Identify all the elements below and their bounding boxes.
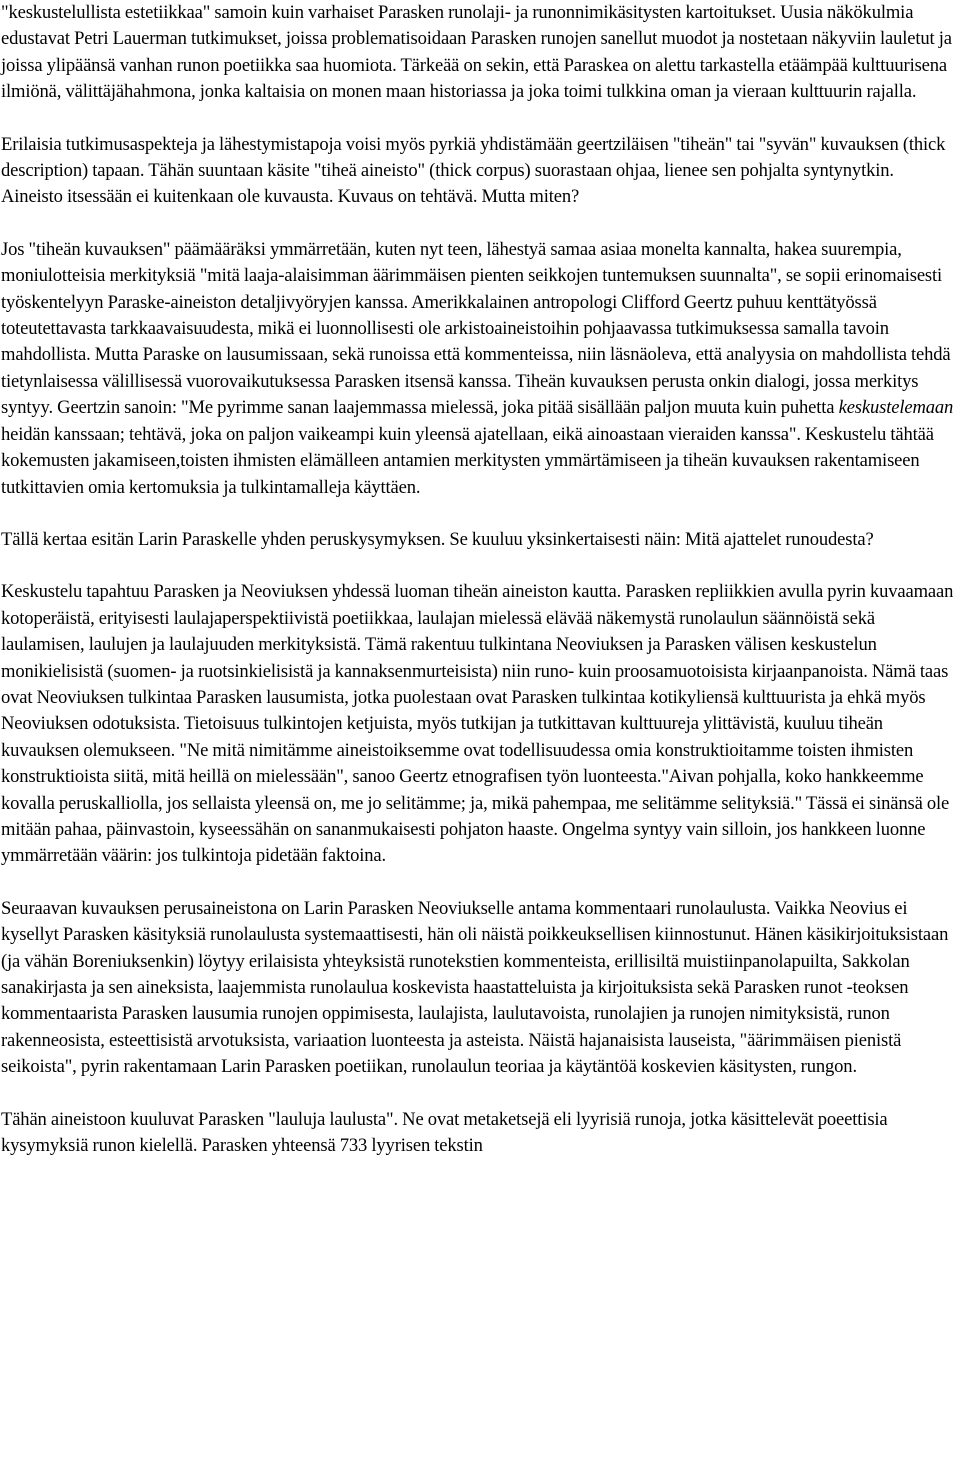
paragraph-source-material: Seuraavan kuvauksen perusaineistona on Larin Parasken Neoviukselle antama kommentaari runolaulusta. Vaikka Neovius ei kysellyt Parasken käsityksiä runolaulusta systemaattisesti, hän oli näistä poikkeuksellisen kiinnostunut. Hänen käsikirjoituksistaan (ja vähän Boreniuksenkin) löytyy erilaisista yhteyksistä runotekstien kommenteista, erillisiltä muistiinpanolapuilta, Sakkolan sanakirjasta ja sen aineksista, laajemmista runolaulua koskevista haastatteluista ja kirjoituksista sekä Parasken runot -teoksen kommentaarista Parasken lausumia runojen oppimisesta, laulajista, laulutavoista, runolajien ja runojen nimityksistä, runon rakenneosista, esteettisistä arvotuksista, variaation luonteesta ja asteista. Näistä hajanaisista lauseista, "äärimmäisen pienistä seikoista", pyrin rakentamaan Larin Parasken poetiikan, runolaulun teoriaa ja käytäntöä koskevien käsitysten, rungon. xyxy=(1,897,949,1078)
paragraph-text-segment: heidän kanssaan; tehtävä, joka on paljon vaikeampi kuin yleensä ajatellaan, eikä ainoastaan vieraiden kanssa". Keskustelu tähtää kokemusten jakamiseen,toisten ihmisten elämälleen antamien merkitysten ymmärtämiseen ja tiheän kuvauksen rakentamiseen tutkittavien omia kertomuksia ja tulkintamalleja käyttäen. xyxy=(1,423,934,498)
paragraph-songs-about-songs: Tähän aineistoon kuuluvat Parasken "lauluja laulusta". Ne ovat metaketsejä eli lyyrisiä runoja, jotka käsittelevät poeettisia kysymyksiä runon kielellä. Parasken yhteensä 733 lyyrisen tekstin xyxy=(1,1108,888,1157)
paragraph-basic-question: Tällä kertaa esitän Larin Paraskelle yhden peruskysymyksen. Se kuuluu yksinkertaisesti näin: Mitä ajattelet runoudesta? xyxy=(1,528,874,550)
paragraph-research-perspectives: "keskustelullista estetiikkaa" samoin kuin varhaiset Parasken runolaji- ja runonnimikäsitysten kartoitukset. Uusia näkökulmia edustavat Petri Lauerman tutkimukset, joissa problematisoidaan Parasken runojen sanellut muodot ja nostetaan näkyviin lauletut ja joissa ylipäänsä vanhan runon poetiikka saa huomiota. Tärkeää on sekin, että Paraskea on alettu tarkastella etäämpää kulttuurisena ilmiönä, välittäjähahmona, jonka kaltaisia on monen maan historiassa ja joka toimi tulkkina oman ja vieraan kulttuurin rajalla. xyxy=(1,2,952,103)
paragraph-spacer xyxy=(1,211,956,237)
paragraph-interpretation-chain: Keskustelu tapahtuu Parasken ja Neoviuksen yhdessä luoman tiheän aineiston kautta. Parasken repliikkien avulla pyrin kuvaamaan kotoperäistä, erityisesti laulajaperspektiivistä poetiikkaa, laulajan mielessä elävää näkemystä runolaulun säännöistä sekä laulamisen, laulujen ja laulajuuden merkityksistä. Tämä rakentuu tulkintana Neoviuksen ja Parasken välisen keskustelun monikielisistä (suomen- ja ruotsinkielisistä ja kannaksenmurteisista) niin runo- kuin proosamuotoisista kirjaanpanoista. Nämä taas ovat Neoviuksen tulkintaa Parasken lausumista, jotka puolestaan ovat Parasken tulkintaa kotikyliensä kulttuurista ja ehkä myös Neoviuksen odotuksista. Tietoisuus tulkintojen ketjuista, myös tutkijan ja tutkittavan kulttuureja ylittävistä, kuuluu tiheän kuvauksen olemukseen. "Ne mitä nimitämme aineistoiksemme ovat todellisuudessa omia konstruktioitamme toisten ihmisten konstruktioista siitä, mitä heillä on mielessään", sanoo Geertz etnografisen työn luonteesta."Aivan pohjalla, koko hankkeemme kovalla peruskalliolla, jos sellaista yleensä on, me jo selitämme; ja, mikä pahempaa, me selitämme selityksiä." Tässä ei sinänsä ole mitään pahaa, päinvastoin, kyseessähän on sananmukaisesti pohjaton haaste. Ongelma syntyy vain silloin, jos hankkeen luonne ymmärretään väärin: jos tulkintoja pidetään faktoina. xyxy=(1,581,954,867)
paragraph-geertz-dialogue xyxy=(1,237,956,501)
paragraph-spacer xyxy=(1,1081,956,1107)
paragraph-spacer xyxy=(1,106,956,132)
paragraph-spacer xyxy=(1,870,956,896)
emphasized-word: keskustelemaan xyxy=(838,397,954,419)
paragraph-thick-description: Erilaisia tutkimusaspekteja ja lähestymistapoja voisi myös pyrkiä yhdistämään geertziläisen "tiheän" tai "syvän" kuvauksen (thick description) tapaan. Tähän suuntaan käsite "tiheä aineisto" (thick corpus) suorastaan ohjaa, lienee sen pohjalta syntynytkin. Aineisto itsessään ei kuitenkaan ole kuvausta. Kuvaus on tehtävä. Mutta miten? xyxy=(1,133,946,208)
paragraph-text-segment: Jos "tiheän kuvauksen" päämääräksi ymmärretään, kuten nyt teen, lähestyä samaa asiaa monelta kannalta, hakea suurempia, moniulotteisia merkityksiä "mitä laaja-alaisimman äärimmäisen pienten seikkojen tuntemuksen suunnalta", se sopii erinomaisesti työskentelyyn Paraske-aineiston detaljivyöryjen kanssa. Amerikkalainen antropologi Clifford Geertz puhuu kenttätyössä toteutettavasta tarkkaavaisuudesta, mikä ei luonnollisesti ole arkistoaineistoihin pohjaavassa tutkimuksessa samalla tavoin mahdollista. Mutta Paraske on lausumissaan, sekä runoissa että kommenteissa, niin läsnäoleva, että analyysia on mahdollista tehdä tietynlaisessa välillisessä vuorovaikutuksessa Parasken itsensä kanssa. Tiheän kuvauksen perusta onkin dialogi, jossa merkitys syntyy. Geertzin sanoin: "Me pyrimme sanan laajemmassa mielessä, joka pitää sisällään paljon muuta kuin puhetta xyxy=(1,238,951,419)
paragraph-spacer xyxy=(1,501,956,527)
paragraph-spacer xyxy=(1,553,956,579)
